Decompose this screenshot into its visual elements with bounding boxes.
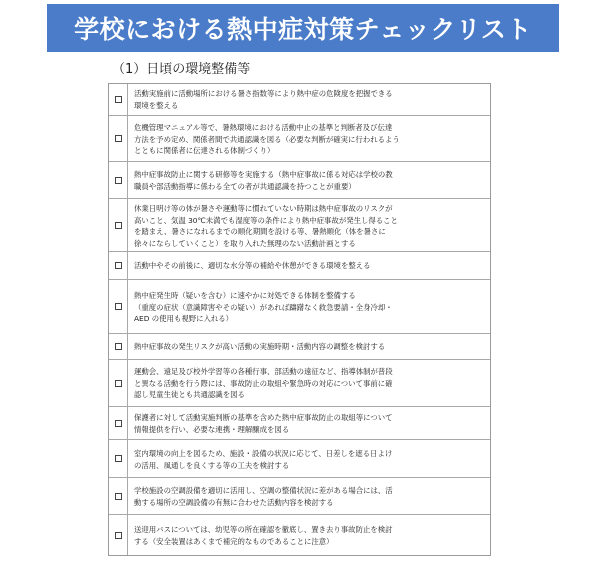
page-title: 学校における熱中症対策チェックリスト [74, 15, 532, 44]
checklist-row [109, 251, 490, 279]
checklist-item-line: 休業日明け等の体が暑さや運動等に慣れていない時期は熱中症事故のリスクが [134, 204, 393, 213]
checklist-item-line: を踏まえ、暑さになれるまでの順化期間を設ける等、暑熱順化（体を暑さに [134, 227, 386, 236]
checklist-item-text [134, 366, 486, 401]
checklist-row [109, 279, 490, 333]
checkbox-cell [109, 162, 128, 198]
checklist-row [109, 514, 490, 555]
checklist-row [109, 477, 490, 514]
checklist-item-text [134, 203, 486, 249]
checklist-item-line: と異なる活動を行う際には、事故防止の取組や緊急時の対応について事前に確 [134, 378, 393, 388]
checklist-row [109, 406, 490, 439]
checklist-item-text [134, 169, 486, 192]
checklist-item-line: 熱中症事故防止に関する研修等を実施する（熱中症事故に係る対応は学校の教 [134, 170, 393, 179]
checklist-row [109, 84, 490, 115]
checklist-item-text [134, 412, 486, 435]
checklist-item-text [134, 524, 486, 547]
checklist-row [109, 161, 490, 198]
checklist-item-line: 環境を整える [134, 100, 179, 110]
checklist-item-line: 運動会、遠足及び校外学習等の各種行事、部活動の遠征など、指導体制が普段 [134, 367, 393, 376]
checkbox[interactable] [115, 532, 122, 539]
checklist-item-line: 徐々にならしていくこと）を取り入れた無理のない活動計画とする [134, 238, 356, 248]
checkbox[interactable] [115, 177, 122, 184]
checkbox-cell [109, 334, 128, 359]
checkbox[interactable] [115, 262, 122, 269]
checklist-item-text [134, 290, 486, 325]
checkbox[interactable] [115, 343, 122, 350]
checklist-table [108, 83, 491, 556]
checkbox[interactable] [115, 455, 122, 462]
checklist-item-text [134, 448, 486, 471]
checkbox-cell [109, 407, 128, 439]
checklist-item-line: 活動中やその前後に、適切な水分等の補給や休憩ができる環境を整える [134, 261, 371, 270]
checkbox-cell [109, 360, 128, 406]
checklist-item-line: 高いこと、気温 30℃未満でも湿度等の条件により熱中症事故が発生し得ること [134, 215, 398, 225]
checklist-item-line: 室内環境の向上を図るため、施設・設備の状況に応じて、日差しを遮る日よけ [134, 449, 393, 458]
checklist-row [109, 115, 490, 161]
checklist-item-text [134, 260, 486, 272]
checklist-item-line: 職員や部活動指導に係わる全ての者が共通認識を持つことが重要） [134, 181, 356, 191]
checklist-item-line: 保護者に対して活動実施判断の基準を含めた熱中症事故防止の取組等について [134, 413, 393, 422]
checkbox-cell [109, 84, 128, 115]
checklist-item-line: 学校施設の空調設備を適切に活用し、空調の整備状況に差がある場合には、活 [134, 486, 393, 495]
checklist-item-line: AED の使用も視野に入れる） [134, 314, 234, 323]
checkbox[interactable] [115, 380, 122, 387]
checklist-item-line: の活用、風通しを良くする等の工夫を検討する [134, 460, 290, 470]
checkbox-cell [109, 515, 128, 555]
checkbox[interactable] [115, 135, 122, 142]
checkbox-cell [109, 440, 128, 477]
title-banner [47, 4, 559, 52]
checklist-item-line: 熱中症事故の発生リスクが高い活動の実施時期・活動内容の調整を検討する [134, 342, 386, 351]
checkbox-cell [109, 478, 128, 514]
checkbox-cell [109, 280, 128, 333]
checklist-item-line: 動する場所の空調設備の有無に合わせた活動内容を検討する [134, 497, 334, 507]
checklist-item-line: （重度の症状（意識障害やその疑い）があれば躊躇なく救急要請・全身冷却・ [134, 302, 393, 312]
checklist-item-line: 危機管理マニュアル等で、暑熱環境における活動中止の基準と判断者及び伝達 [134, 123, 393, 132]
checkbox-cell [109, 116, 128, 161]
checklist-item-text [134, 341, 486, 353]
section-heading: （1）日頃の環境整備等 [112, 62, 251, 77]
checklist-item-line: 送迎用バスについては、幼児等の所在確認を徹底し、置き去り事故防止を検討 [134, 525, 393, 534]
checkbox-cell [109, 199, 128, 251]
checklist-item-line: する（安全装置はあくまで補完的なものであることに注意） [134, 536, 334, 546]
checklist-row [109, 359, 490, 406]
checklist-row [109, 333, 490, 359]
checklist-item-text [134, 485, 486, 508]
checklist-item-line: 方法を予め定め、関係者間で共通認識を図る（必要な判断が確実に行われるよう [134, 134, 400, 144]
checklist-item-line: 情報提供を行い、必要な連携・理解醸成を図る [134, 424, 290, 434]
checkbox-cell [109, 252, 128, 279]
checklist-item-line: 活動実施前に活動場所における暑さ指数等により熱中症の危険度を把握できる [134, 89, 393, 98]
checklist-item-line: 熱中症発生時（疑いを含む）に速やかに対処できる体制を整備する [134, 291, 356, 300]
checklist-row [109, 439, 490, 477]
checklist-item-text [134, 88, 486, 111]
checkbox[interactable] [115, 420, 122, 427]
checklist-item-line: 認し児童生徒とも共通認識を図る [134, 390, 245, 399]
checkbox[interactable] [115, 222, 122, 229]
checkbox[interactable] [115, 493, 122, 500]
checkbox[interactable] [115, 303, 122, 310]
checklist-row [109, 198, 490, 251]
checklist-item-line: とともに関係者に伝達される体制づくり） [134, 146, 275, 155]
checkbox[interactable] [115, 96, 122, 103]
checklist-item-text [134, 122, 486, 157]
